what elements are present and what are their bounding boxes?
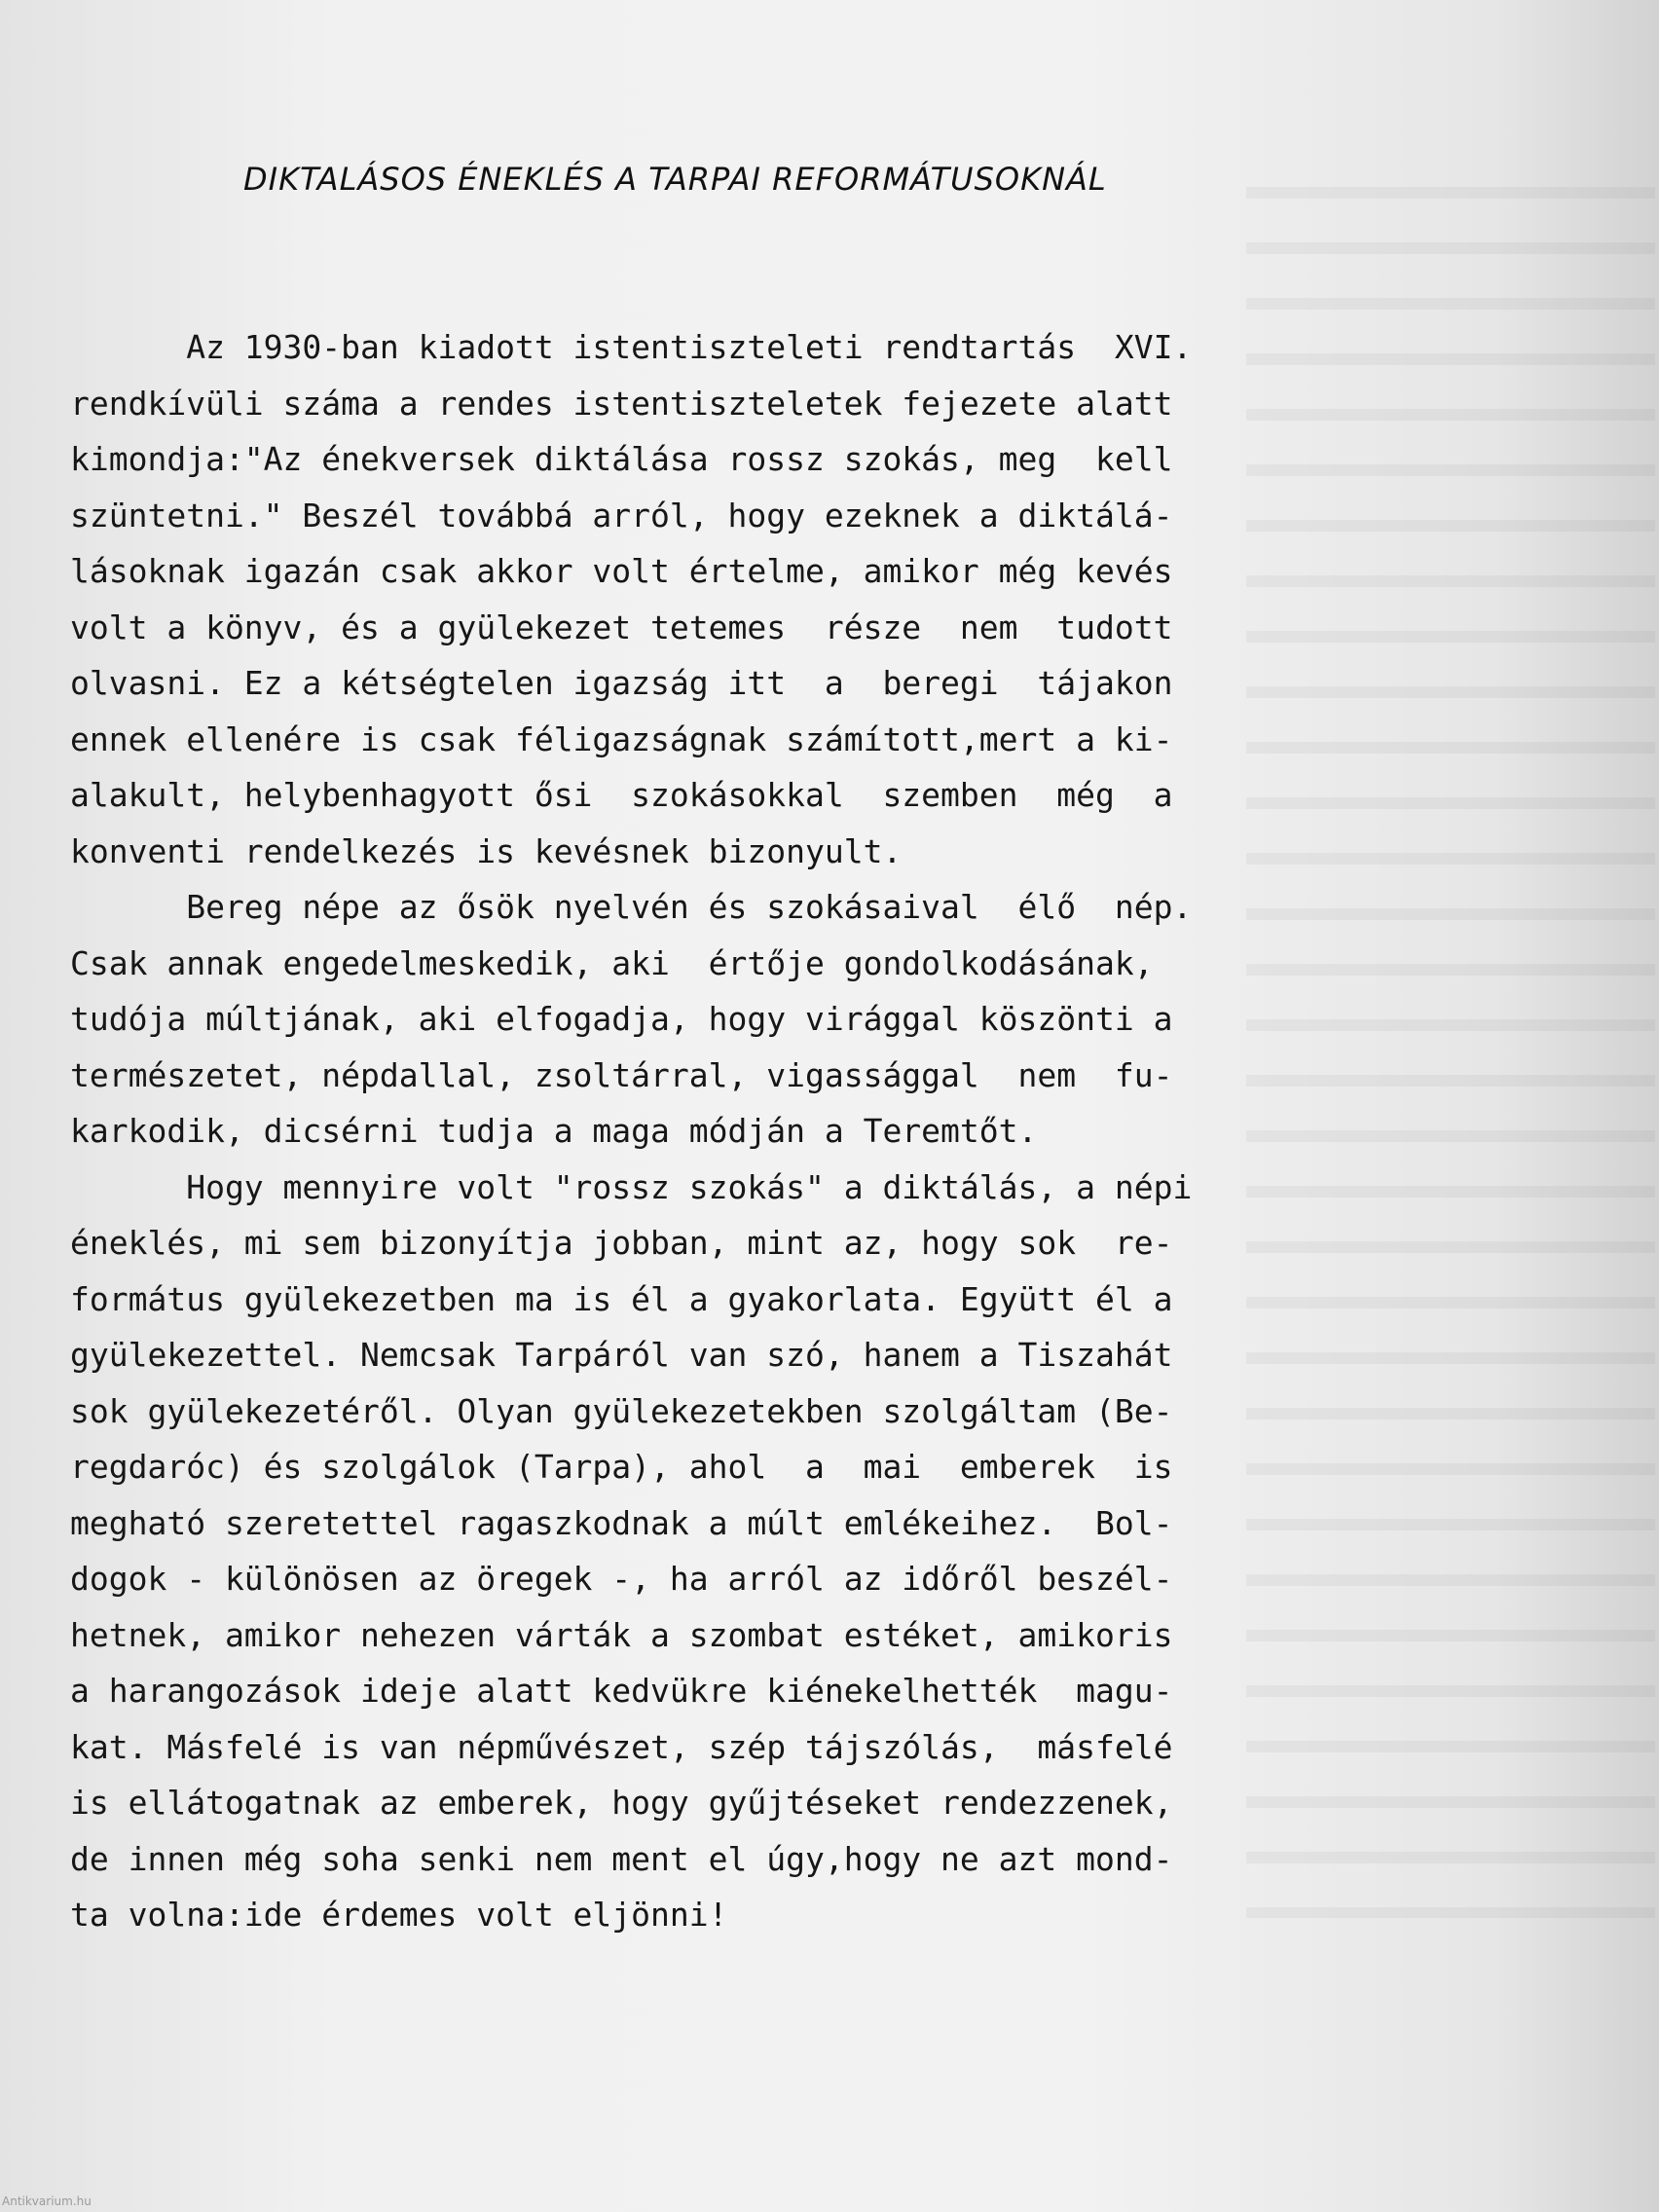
text-line: megható szeretettel ragaszkodnak a múlt emlékeihez. Bol- <box>70 1503 1173 1542</box>
text-line: Csak annak engedelmeskedik, aki értője gondolkodásának, <box>70 943 1154 982</box>
text-line: rendkívüli száma a rendes istentiszteletek fejezete alatt <box>70 384 1173 423</box>
body-text <box>70 319 1414 1943</box>
text-line: kimondja:"Az énekversek diktálása rossz szokás, meg kell <box>70 440 1173 478</box>
text-line: karkodik, dicsérni tudja a maga módján a Teremtőt. <box>70 1112 1038 1150</box>
page-title: DIKTALÁSOS ÉNEKLÉS A TARPAI REFORMÁTUSOKNÁL <box>243 161 1107 198</box>
text-line: Bereg népe az ősök nyelvén és szokásaival élő nép. <box>70 888 1193 926</box>
text-line: konventi rendelkezés is kevésnek bizonyult. <box>70 831 903 870</box>
text-line: ennek ellenére is csak féligazságnak számított,mert a ki- <box>70 719 1173 758</box>
text-line: regdaróc) és szolgálok (Tarpa), ahol a mai emberek is <box>70 1448 1173 1486</box>
text-line: természetet, népdallal, zsoltárral, vigassággal nem fu- <box>70 1055 1173 1094</box>
text-line: szüntetni." Beszél továbbá arról, hogy ezeknek a diktálá- <box>70 496 1173 535</box>
text-line: alakult, helybenhagyott ősi szokásokkal szemben még a <box>70 776 1173 814</box>
text-line: sok gyülekezetéről. Olyan gyülekezetekben szolgáltam (Be- <box>70 1391 1173 1430</box>
text-line: Az 1930-ban kiadott istentiszteleti rendtartás XVI. <box>70 328 1193 366</box>
text-line: ta volna:ide érdemes volt eljönni! <box>70 1896 728 1934</box>
text-line: formátus gyülekezetben ma is él a gyakorlata. Együtt él a <box>70 1279 1173 1318</box>
text-line: lásoknak igazán csak akkor volt értelme, amikor még kevés <box>70 552 1173 590</box>
text-line: de innen még soha senki nem ment el úgy,hogy ne azt mond- <box>70 1839 1173 1878</box>
text-line: gyülekezettel. Nemcsak Tarpáról van szó, hanem a Tiszahát <box>70 1336 1173 1374</box>
watermark: Antikvarium.hu <box>2 2194 92 2208</box>
text-line: tudója múltjának, aki elfogadja, hogy virággal köszönti a <box>70 1000 1173 1038</box>
text-line: is ellátogatnak az emberek, hogy gyűjtéseket rendezzenek, <box>70 1784 1173 1822</box>
text-line: kat. Másfelé is van népművészet, szép tájszólás, másfelé <box>70 1727 1173 1766</box>
text-line: volt a könyv, és a gyülekezet tetemes része nem tudott <box>70 608 1173 646</box>
text-line: hetnek, amikor nehezen várták a szombat estéket, amikoris <box>70 1615 1173 1654</box>
text-line: Hogy mennyire volt "rossz szokás" a diktálás, a népi <box>70 1167 1193 1206</box>
text-line: éneklés, mi sem bizonyítja jobban, mint az, hogy sok re- <box>70 1224 1173 1262</box>
text-line: olvasni. Ez a kétségtelen igazság itt a beregi tájakon <box>70 664 1173 702</box>
text-line: dogok - különösen az öregek -, ha arról az időről beszél- <box>70 1560 1173 1598</box>
text-line: a harangozások ideje alatt kedvükre kiénekelhették magu- <box>70 1672 1173 1710</box>
